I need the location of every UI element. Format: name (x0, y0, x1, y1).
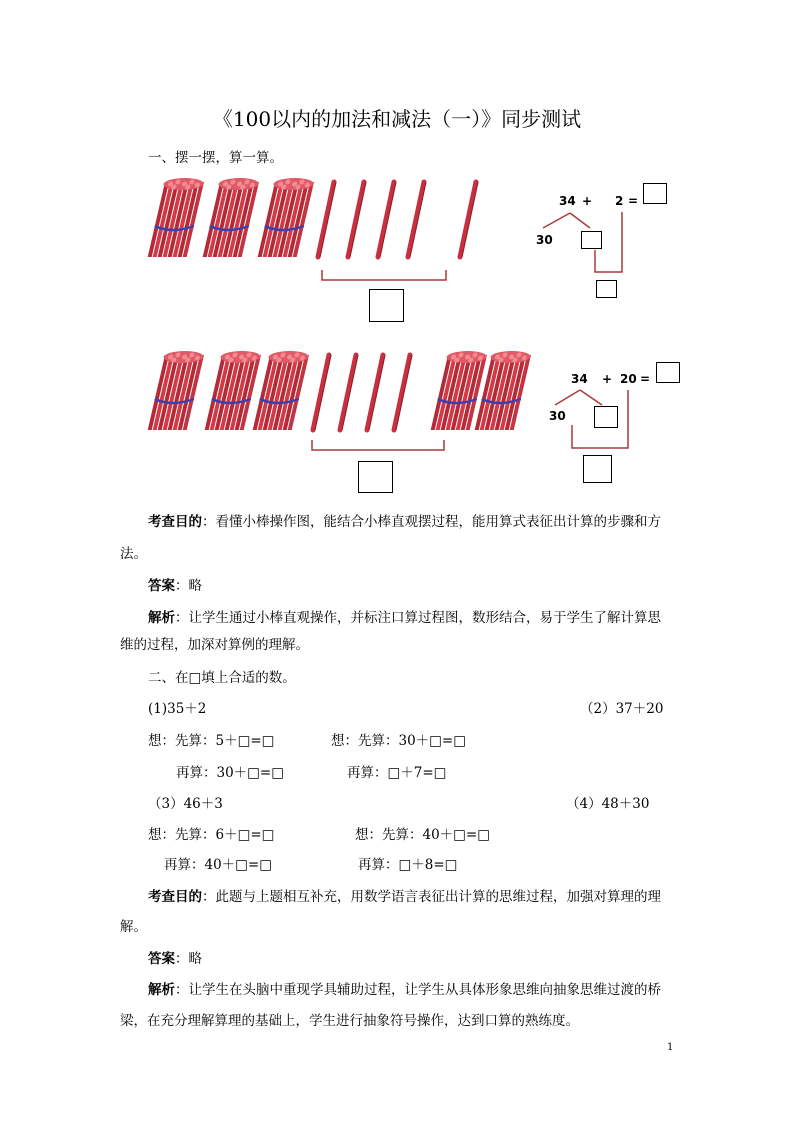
answer-box[interactable] (583, 455, 612, 483)
single-stick (378, 182, 396, 257)
eq1-b: 2 (615, 194, 624, 208)
s1-answer (148, 574, 202, 594)
s1-purpose (148, 510, 661, 530)
s1-purpose-label: 考查目的 (148, 514, 202, 530)
single-stick (340, 355, 358, 430)
section2-heading: 二、在□填上合适的数。 (148, 670, 296, 686)
s1-purpose-cont: 法。 (120, 546, 147, 562)
split-line (543, 213, 570, 228)
s2-analysis-text: ：让学生在头脑中重现学具辅助过程，让学生从具体形象思维向抽象思维过渡的桥 (175, 982, 661, 998)
q4-step1: 想：先算：40＋□=□ (355, 827, 490, 843)
s1-analysis-label: 解析 (148, 610, 175, 626)
eq1-op: + (582, 194, 593, 208)
eq1-split: 30 (536, 233, 553, 247)
answer-box[interactable] (358, 461, 393, 493)
answer-box[interactable] (594, 406, 618, 428)
q3-step1: 想：先算：6＋□=□ (148, 827, 275, 843)
s2-purpose (148, 885, 661, 905)
q2-step1: 想：先算：30＋□=□ (331, 733, 466, 749)
answer-box[interactable] (581, 231, 602, 249)
single-stick (408, 182, 426, 257)
q3: （3）46＋3 (148, 796, 223, 812)
answer-box[interactable] (656, 362, 680, 383)
q1-step1: 想：先算：5＋□=□ (148, 733, 275, 749)
eq1-eq: = (628, 194, 639, 208)
eq2-op: + (602, 372, 613, 386)
eq2-eq: = (640, 372, 651, 386)
section1-heading: 一、摆一摆，算一算。 (148, 150, 283, 166)
bundle (202, 178, 260, 257)
q1-step2: 再算：30＋□=□ (176, 765, 284, 781)
stick-figures (0, 0, 794, 480)
s1-answer-label: 答案 (148, 578, 175, 594)
single-stick (348, 182, 366, 257)
page-number: 1 (667, 1042, 674, 1053)
bracket (322, 270, 446, 280)
q2: （2）37＋20 (580, 701, 664, 717)
q4: （4）48＋30 (566, 796, 650, 812)
bundle (252, 351, 310, 430)
page-title: 《100以内的加法和减法（一）》同步测试 (212, 107, 582, 131)
eq2-a: 34 (571, 372, 588, 386)
q4-step2: 再算：□＋8=□ (358, 857, 458, 873)
single-stick (367, 355, 385, 430)
split-line (580, 390, 602, 405)
split-line (555, 390, 580, 405)
bundle (147, 351, 205, 430)
eq1-a: 34 (559, 194, 576, 208)
s1-answer-text: ：略 (175, 578, 202, 594)
s2-analysis (148, 978, 661, 998)
single-stick (313, 355, 331, 430)
s1-analysis-text: ：让学生通过小棒直观操作，并标注口算过程图，数形结合，易于学生了解计算思 (175, 610, 661, 626)
bundle (257, 178, 315, 257)
bundle (147, 178, 205, 257)
s2-answer-label: 答案 (148, 951, 175, 967)
eq2-split: 30 (549, 409, 566, 423)
s2-analysis-label: 解析 (148, 982, 175, 998)
answer-box[interactable] (643, 183, 667, 204)
s1-analysis (148, 606, 661, 626)
bundle (204, 351, 262, 430)
s2-purpose-text: ：此题与上题相互补充，用数学语言表征出计算的思维过程，加强对算理的理 (202, 889, 661, 905)
s2-purpose-label: 考查目的 (148, 889, 202, 905)
single-stick (394, 355, 412, 430)
s2-purpose-cont: 解。 (120, 919, 147, 935)
s1-purpose-text: ：看懂小棒操作图，能结合小棒直观摆过程，能用算式表征出计算的步骤和方 (202, 514, 661, 530)
split-line (570, 213, 590, 228)
q3-step2: 再算：40＋□=□ (164, 857, 272, 873)
s2-answer (148, 947, 202, 967)
q2-step2: 再算：□＋7=□ (347, 765, 447, 781)
q1: (1)35＋2 (148, 701, 207, 717)
s2-answer-text: ：略 (175, 951, 202, 967)
eq2-b: 20 (620, 372, 637, 386)
single-stick (460, 182, 478, 257)
s2-analysis-cont: 梁，在充分理解算理的基础上，学生进行抽象符号操作，达到口算的熟练度。 (120, 1013, 579, 1029)
answer-box[interactable] (369, 289, 404, 322)
single-stick (318, 182, 336, 257)
bracket (312, 440, 444, 450)
answer-box[interactable] (596, 280, 617, 298)
s1-analysis-cont: 维的过程，加深对算例的理解。 (120, 637, 309, 653)
